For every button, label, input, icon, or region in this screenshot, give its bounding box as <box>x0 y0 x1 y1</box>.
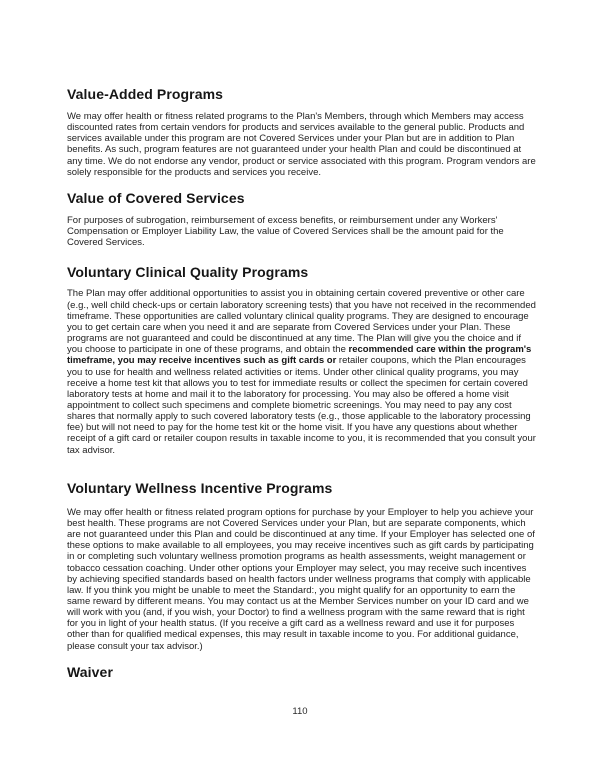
section-body-voluntary-wellness-incentive-programs: We may offer health or fitness related program options for purchase by your Employer to help you achieve your best health. These programs are not Covered Services under your Plan, but are separate components, which are not guaranteed under this Plan and could be discontinued at any time. If your Employer has selected one of these options to make available to all employees, you may receive incentives such as gift cards by participating in or completing such voluntary wellness promotion programs as health assessments, weight management or tobacco cessation coaching. Under other options your Employer may select, you may receive such incentives by achieving specified standards based on health factors under wellness programs that comply with applicable law. If you think you might be unable to meet the Standard:, you might qualify for an opportunity to earn the same reward by different means. You may contact us at the Member Services number on your ID card and we will work with you (and, if you wish, your Doctor) to find a wellness program with the same reward that is right for you in light of your health status. (If you receive a gift card as a wellness reward and use it for purposes other than for qualified medical expenses, this may result in taxable income to you. For additional guidance, please consult your tax advisor.) <box>67 506 535 652</box>
section-heading-value-added-programs: Value-Added Programs <box>67 86 224 102</box>
clinical-body-part1: The Plan may offer additional opportunities to assist you in obtaining certain covered preventive or other care (e.g., well child check-ups or certain laboratory screening tests) that you have not received in the recommended timeframe. These opportunities are called voluntary clinical quality programs. They are designed to encourage you to get certain care when you need it and are separate from Covered Services under your Plan. These programs are not guaranteed and could be discontinued at any time. The Plan will give you the choice and if you choose to participate in one of these programs, and obtain the <box>67 288 536 356</box>
section-body-voluntary-clinical-quality-programs <box>67 288 536 455</box>
section-voluntary-wellness-incentive-programs <box>67 480 536 652</box>
section-heading-voluntary-wellness-incentive-programs: Voluntary Wellness Incentive Programs <box>67 479 333 496</box>
section-value-of-covered-services <box>67 190 536 248</box>
page-number: 110 <box>292 706 308 717</box>
section-body-value-of-covered-services: For purposes of subrogation, reimbursement of excess benefits, or reimbursement under any Workers' Compensation or Employer Liability Law, the value of Covered Services shall be the amount paid for the Covered Services. <box>67 214 504 249</box>
section-heading-value-of-covered-services: Value of Covered Services <box>67 189 245 206</box>
section-voluntary-clinical-quality-programs <box>67 264 536 455</box>
section-body-value-added-programs: We may offer health or fitness related programs to the Plan's Members, through which Members may access discounted rates from certain vendors for products and services available to the general public. Products and services available under this program are not Covered Services under your Plan but are in addition to Plan benefits. As such, program features are not guaranteed under your health Plan and could be discontinued at any time. We do not endorse any vendor, product or service associated with this program. Program vendors are solely responsible for the products and services you receive. <box>67 111 536 178</box>
section-waiver <box>67 664 536 680</box>
clinical-body-part2: retailer coupons, which the Plan encourages you to use for health and wellness related activities or items. Under other clinical quality programs, you may receive a home test kit that allows you to test for immediate results or collect the specimen for certain covered laboratory tests at home and mail it to the laboratory for processing. You may also be offered a home visit appointment to collect such specimens and complete biometric screenings. You may need to pay any cost shares that normally apply to such covered laboratory tests (e.g., those applicable to the laboratory processing fee) but will not need to pay for the home test kit or the home visit. If you have any questions about whether receipt of a gift card or retailer coupon results in taxable income to you, it is recommended that you consult your tax advisor. <box>67 355 536 456</box>
section-value-added-programs <box>67 86 536 178</box>
clinical-body-bold-incentives: recommended care within the program's timeframe, you may receive incentives such as gift cards or <box>67 344 532 367</box>
section-heading-voluntary-clinical-quality-programs: Voluntary Clinical Quality Programs <box>67 264 309 281</box>
section-heading-waiver: Waiver <box>67 663 113 680</box>
